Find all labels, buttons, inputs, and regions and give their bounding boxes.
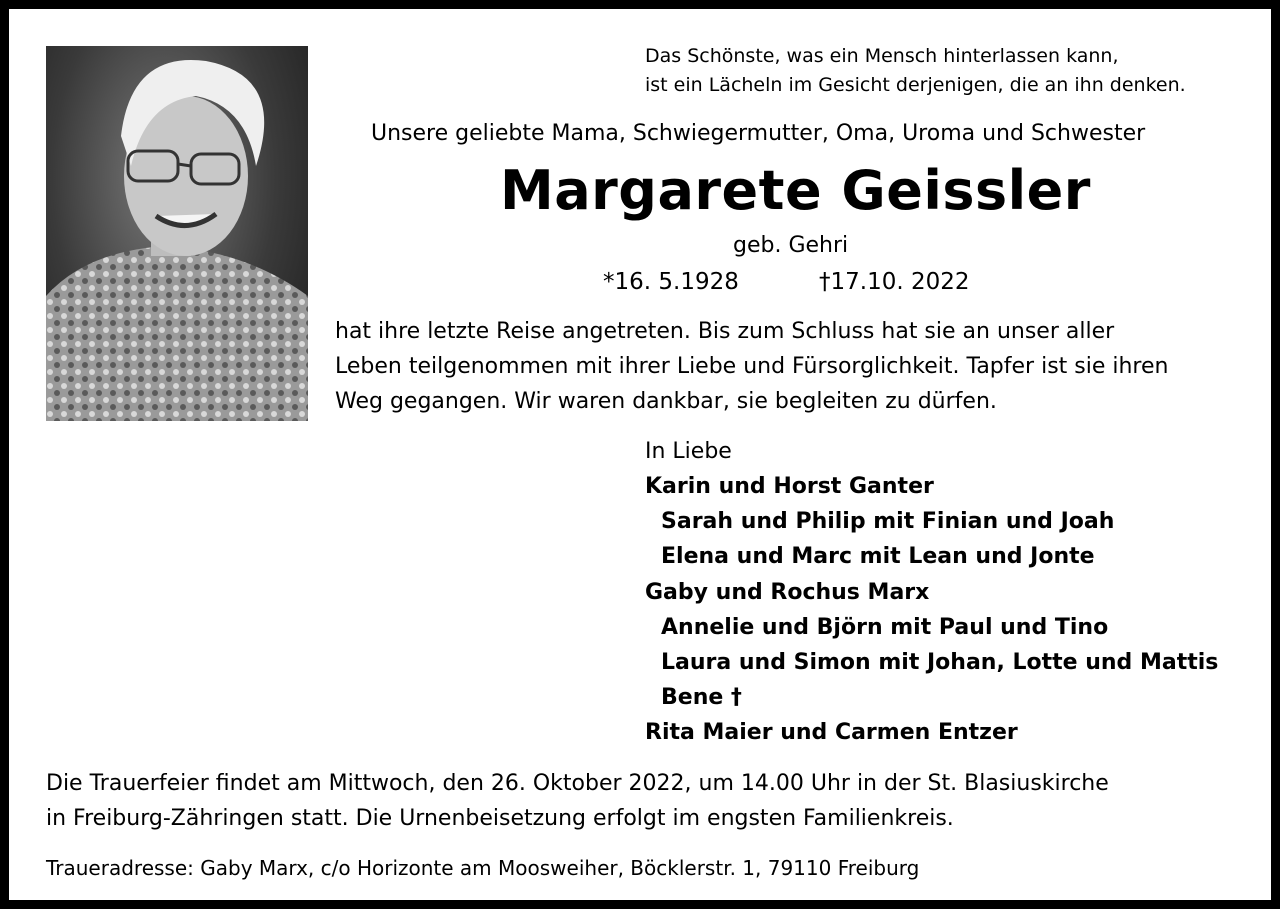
- greeting: In Liebe: [645, 439, 732, 464]
- family-member-line: Bene †: [661, 685, 742, 710]
- funeral-notice-line-1: Die Trauerfeier findet am Mittwoch, den 26. Oktober 2022, um 14.00 Uhr in der St. Blasiuskirche: [46, 771, 1109, 796]
- maiden-name: geb. Gehri: [733, 233, 849, 258]
- relationship-intro: Unsere geliebte Mama, Schwiegermutter, Oma, Uroma und Schwester: [371, 121, 1146, 146]
- family-member-line: Elena und Marc mit Lean und Jonte: [661, 544, 1095, 569]
- memorial-quote-line-2: ist ein Lächeln im Gesicht derjenigen, die an ihn denken.: [645, 74, 1186, 96]
- message-line-2: Leben teilgenommen mit ihrer Liebe und Fürsorglichkeit. Tapfer ist sie ihren: [335, 354, 1169, 379]
- mourning-address: Traueradresse: Gaby Marx, c/o Horizonte am Moosweiher, Böcklerstr. 1, 79110 Freiburg: [46, 856, 920, 880]
- portrait-illustration: [46, 46, 308, 421]
- family-member-line: Annelie und Björn mit Paul und Tino: [661, 615, 1109, 640]
- family-member-line: Karin und Horst Ganter: [645, 474, 934, 499]
- message-line-3: Weg gegangen. Wir waren dankbar, sie begleiten zu dürfen.: [335, 389, 997, 414]
- family-member-line: Sarah und Philip mit Finian und Joah: [661, 509, 1115, 534]
- birth-date: *16. 5.1928: [603, 269, 739, 295]
- family-member-line: Rita Maier und Carmen Entzer: [645, 720, 1018, 745]
- death-date: †17.10. 2022: [819, 269, 970, 295]
- message-line-1: hat ihre letzte Reise angetreten. Bis zum Schluss hat sie an unser aller: [335, 319, 1115, 344]
- family-member-line: Laura und Simon mit Johan, Lotte und Mattis: [661, 650, 1219, 675]
- portrait-photo: [46, 46, 308, 421]
- deceased-name: Margarete Geissler: [500, 159, 1091, 222]
- family-member-line: Gaby und Rochus Marx: [645, 580, 930, 605]
- funeral-notice-line-2: in Freiburg-Zähringen statt. Die Urnenbeisetzung erfolgt im engsten Familienkreis.: [46, 806, 954, 831]
- memorial-quote-line-1: Das Schönste, was ein Mensch hinterlassen kann,: [645, 45, 1119, 67]
